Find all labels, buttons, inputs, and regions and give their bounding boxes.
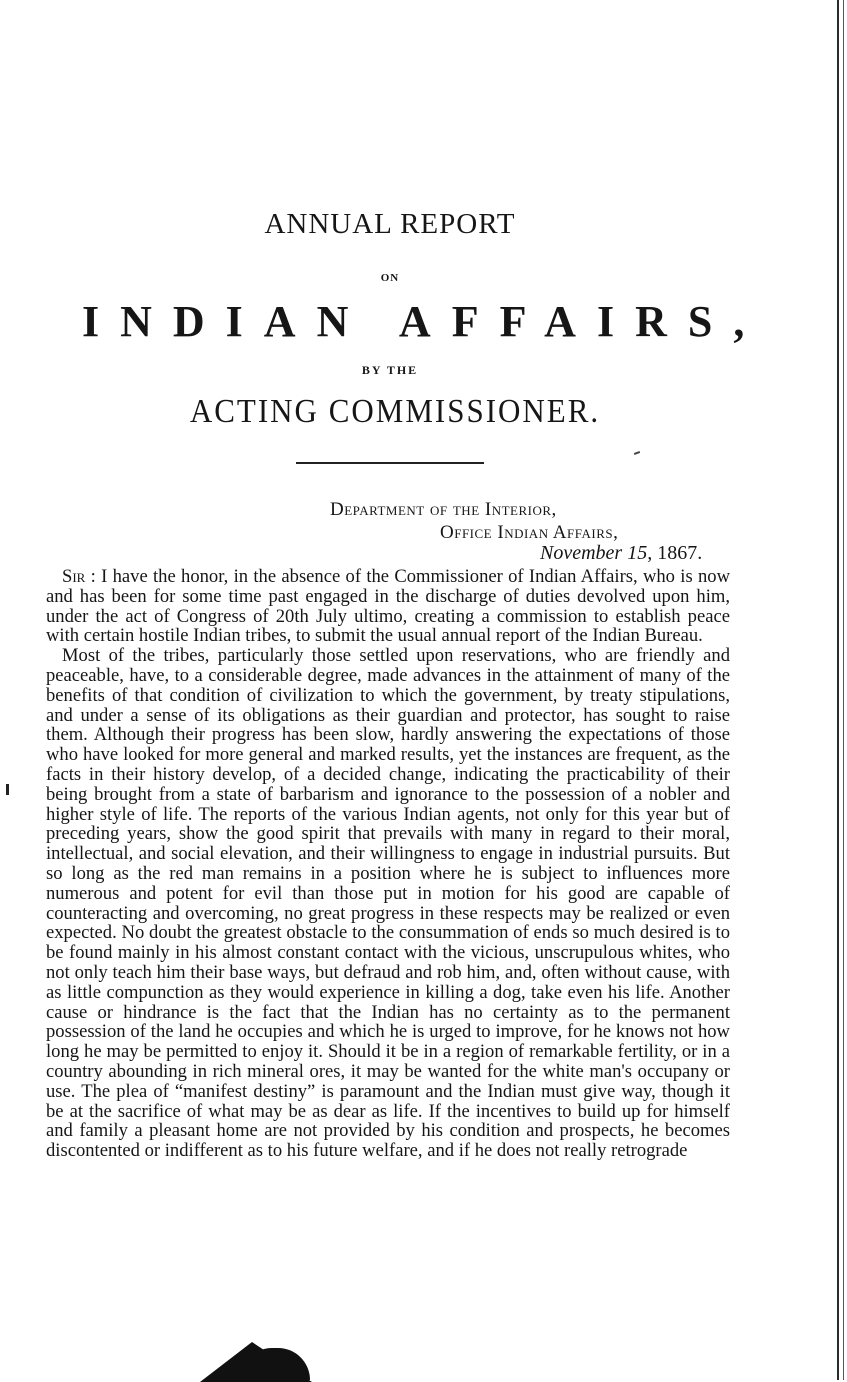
dateline-department: Department of the Interior, bbox=[330, 499, 557, 520]
dateline-date bbox=[540, 542, 702, 565]
stray-mark bbox=[634, 451, 640, 455]
margin-mark bbox=[6, 784, 9, 795]
title-acting-commissioner: ACTING COMMISSIONER. bbox=[189, 391, 601, 430]
page-edge-line bbox=[843, 0, 844, 1380]
title-by-the: BY THE bbox=[361, 363, 419, 377]
title-on: ON bbox=[380, 272, 400, 284]
dateline-office: Office Indian Affairs, bbox=[440, 522, 619, 543]
page-edge-shadow bbox=[837, 0, 839, 1380]
paragraph-2: Most of the tribes, particularly those settled upon reservations, who are friendly and peaceable, have, to a considerable degree, made advances in the attainment of many of the benefits of that condition of civilization to which the government, by treaty stipulations, and under a sense of its obligations as their guardian and protector, has sought to raise them. Although their progress has been slow, hardly answering the expectations of those who have looked for more general and marked results, yet the instances are frequent, as the facts in their history develop, of a decided change, indicating the practicability of their being brought from a state of barbarism and ignorance to the possession of a nobler and higher style of life. The reports of the various Indian agents, not only for this year but of preceding years, show the good spirit that prevails with many in regard to their moral, intellectual, and social elevation, and their willingness to engage in industrial pursuits. But so long as the red man remains in a position where he is subject to influences more numerous and potent for evil than those put in motion for his good are capable of counteracting and overcoming, no great progress in these respects may be realized or even expected. No doubt the greatest obstacle to the consummation of ends so much desired is to be found mainly in his almost constant contact with the vicious, unscrupulous whites, who not only teach him their base ways, but defraud and rob him, and, often without cause, with as little compunction as they would experience in killing a dog, take even his life. Another cause or hindrance is the fact that the Indian has no certainty as to the permanent possession of the land he occupies and which he is urged to improve, for he knows not how long he may be permitted to enjoy it. Should it be in a region of remarkable fertility, or in a country abounding in rich mineral ores, it may be wanted for the white man's occupany or use. The plea of “manifest destiny” is paramount and the Indian must give way, though it be at the sacrifice of what may be as dear as life. If the incentives to build up for himself and family a pleasant home are not provided by his condition and prospects, he becomes discontented or indifferent as to his future welfare, and if he does not really retrograde bbox=[46, 645, 730, 1162]
report-body bbox=[46, 567, 730, 1161]
dateline-month-day: November 15, bbox=[540, 542, 653, 564]
dateline-year: 1867. bbox=[652, 542, 703, 564]
title-annual-report: ANNUAL REPORT bbox=[264, 208, 516, 240]
title-divider-rule bbox=[296, 462, 484, 464]
paragraph-1 bbox=[46, 567, 730, 646]
paragraph-1-text: I have the honor, in the absence of the Commissioner of Indian Affairs, who is now and has been for some time past engaged in the discharge of duties devolved upon him, under the act of Congress of 20th July ultimo, creating a commission to establish peace with certain hostile Indian tribes, to submit the usual annual report of the Indian Bureau. bbox=[46, 566, 731, 647]
salutation: Sir : bbox=[62, 566, 96, 587]
title-indian-affairs: INDIAN AFFAIRS, bbox=[82, 297, 766, 346]
